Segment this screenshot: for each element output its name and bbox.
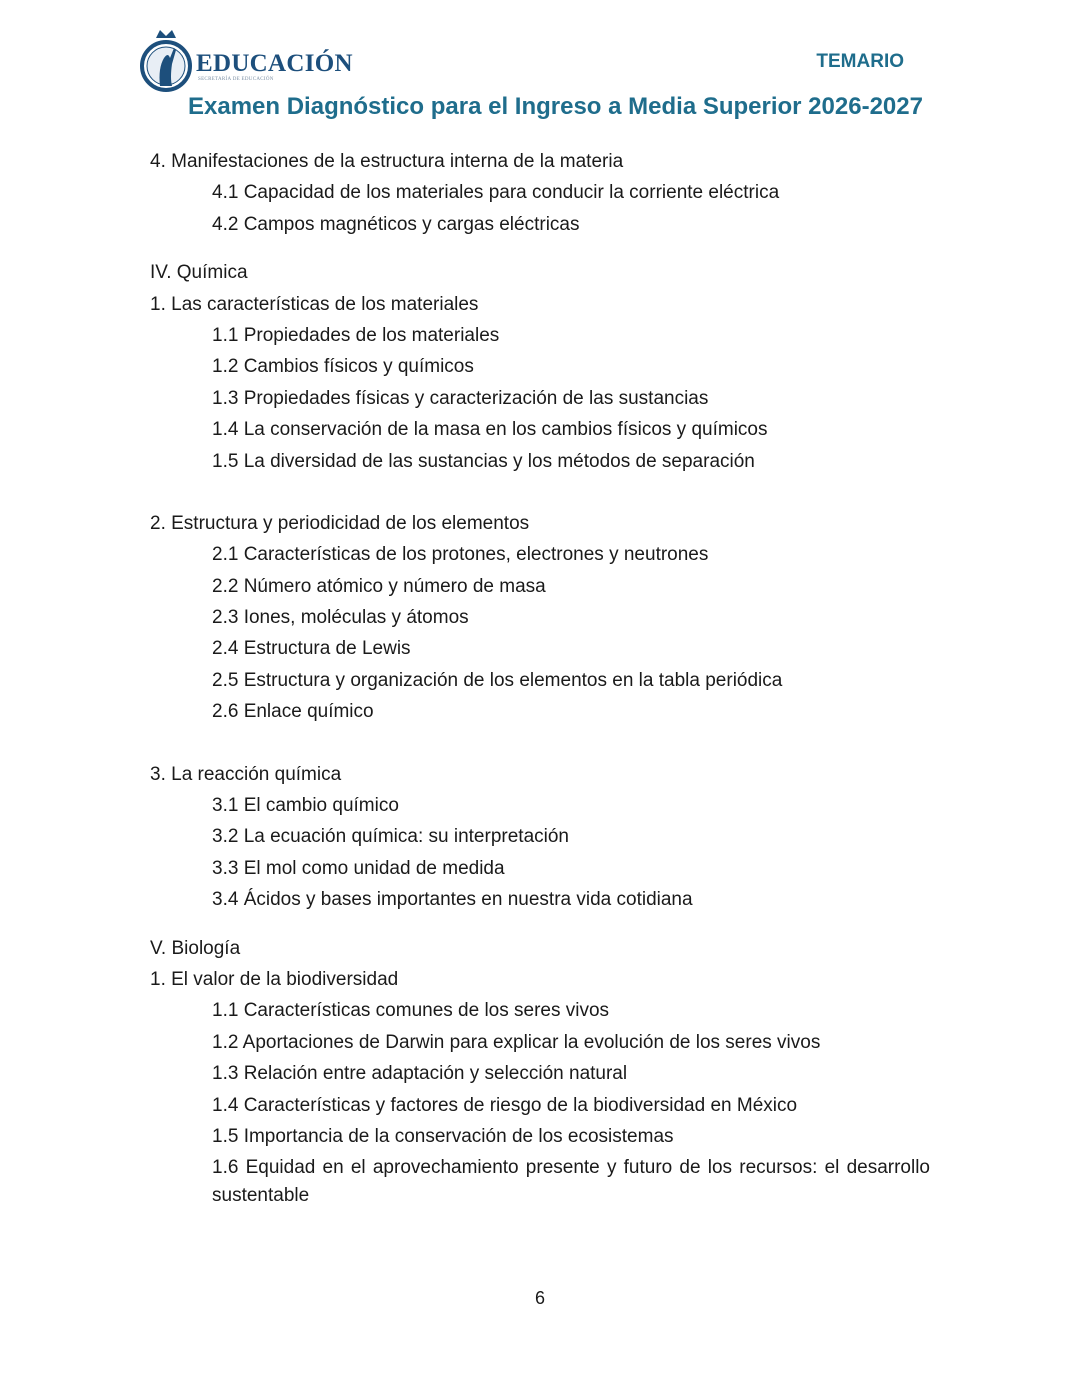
subtopic: 1.2 Aportaciones de Darwin para explicar la evolución de los seres vivos bbox=[212, 1031, 821, 1053]
subtopic: 1.4 La conservación de la masa en los cambios físicos y químicos bbox=[212, 419, 768, 441]
page-number: 6 bbox=[534, 1288, 545, 1308]
subtopic: 1.1 Características comunes de los seres vivos bbox=[212, 1000, 610, 1022]
subtopic: 1.3 Relación entre adaptación y selección natural bbox=[212, 1063, 628, 1085]
subtopic: 3.2 La ecuación química: su interpretación bbox=[212, 826, 569, 848]
subtopic: 1.5 La diversidad de las sustancias y los métodos de separación bbox=[212, 450, 755, 472]
topic-heading: 3. La reacción química bbox=[150, 763, 342, 785]
section-heading-quimica: IV. Química bbox=[150, 262, 248, 284]
subtopic: 2.6 Enlace químico bbox=[212, 701, 374, 723]
topic-heading: 1. Las características de los materiales bbox=[150, 293, 479, 315]
subtopic: 1.3 Propiedades físicas y caracterización de las sustancias bbox=[212, 387, 709, 409]
subtopic: 2.1 Características de los protones, electrones y neutrones bbox=[212, 544, 709, 566]
subtopic: 1.4 Características y factores de riesgo de la biodiversidad en México bbox=[212, 1094, 798, 1116]
subtopic: 3.4 Ácidos y bases importantes en nuestra vida cotidiana bbox=[212, 889, 693, 911]
subtopic: 2.5 Estructura y organización de los elementos en la tabla periódica bbox=[212, 669, 783, 691]
subtopic: 1.5 Importancia de la conservación de los ecosistemas bbox=[212, 1125, 674, 1147]
subtopic: 4.2 Campos magnéticos y cargas eléctricas bbox=[212, 213, 580, 235]
subtopic: 1.1 Propiedades de los materiales bbox=[212, 324, 500, 346]
topic-heading: 1. El valor de la biodiversidad bbox=[150, 968, 399, 990]
syllabus-content bbox=[150, 148, 930, 1210]
section-label: TEMARIO bbox=[816, 51, 904, 72]
subtopic: 1.2 Cambios físicos y químicos bbox=[212, 356, 474, 378]
subtopic: 2.4 Estructura de Lewis bbox=[212, 638, 411, 660]
subtopic: 3.1 El cambio químico bbox=[212, 795, 399, 817]
brand-subtitle: SECRETARÍA DE EDUCACIÓN bbox=[198, 77, 274, 82]
subtopic: 3.3 El mol como unidad de medida bbox=[212, 857, 505, 879]
section-heading-biologia: V. Biología bbox=[150, 937, 241, 959]
subtopic: 2.3 Iones, moléculas y átomos bbox=[212, 607, 469, 629]
document-title: Examen Diagnóstico para el Ingreso a Media Superior 2026-2027 bbox=[188, 93, 923, 120]
topic-heading: 2. Estructura y periodicidad de los elementos bbox=[150, 512, 530, 534]
subtopic: 2.2 Número atómico y número de masa bbox=[212, 575, 546, 597]
topic-heading: 4. Manifestaciones de la estructura interna de la materia bbox=[150, 151, 624, 172]
subtopic: 1.6 Equidad en el aprovechamiento presente y futuro de los recursos: el desarrollo sustentable bbox=[212, 1157, 930, 1207]
subtopic: 4.1 Capacidad de los materiales para conducir la corriente eléctrica bbox=[212, 182, 780, 204]
brand-name: EDUCACIÓN bbox=[196, 50, 353, 77]
education-seal-logo bbox=[138, 28, 194, 92]
